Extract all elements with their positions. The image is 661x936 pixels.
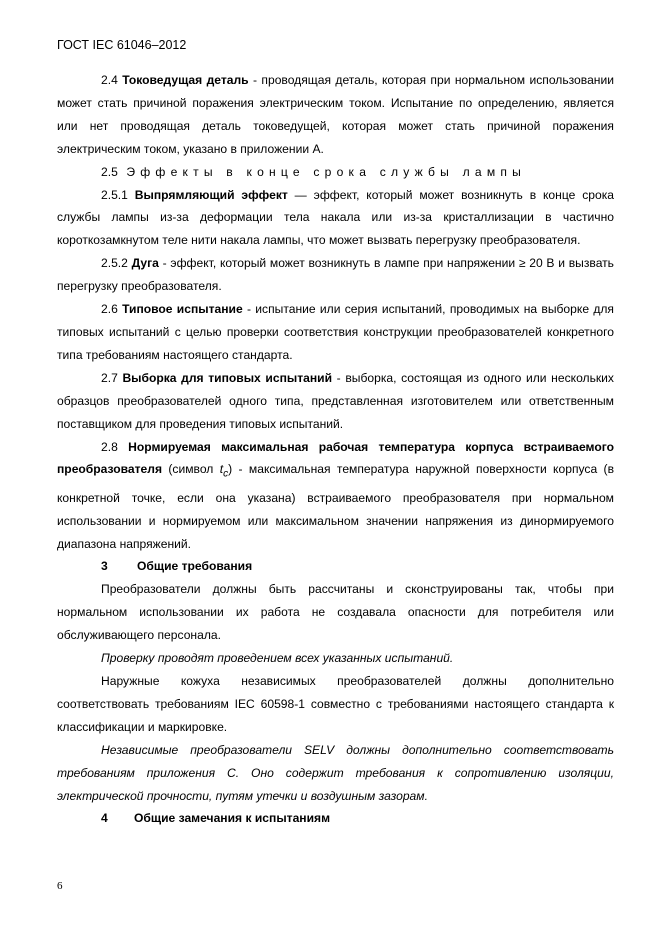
definition: - эффект, который может возникнуть в лампе при напряжении ≥ 20 В и вызвать перегрузку преобразователя.: [57, 256, 614, 294]
definition-part: ) - максимальная температура наружной поверхности корпуса (в конкретной точке, если она указана) встраиваемого преобразователя при нормальном использовании и нормируемом или максимальном значении напряжения из динормируемого диапазона напряжений.: [57, 462, 614, 551]
definition: - выборка, состоящая из одного или нескольких образцов преобразователей одного типа, представленная изготовителем или ответственным поставщиком для проведения типовых испытаний.: [57, 370, 614, 431]
section-title: Общие замечания к испытаниям: [134, 811, 331, 826]
definition: — эффект, который может возникнуть в конце срока службы лампы из-за деформации тела накала или из-за кристаллизации в частично короткозамкнутом теле нити накала лампы, что может вызвать перегрузку преобразователя.: [57, 187, 614, 248]
section-3-heading: [57, 555, 614, 578]
section-4-heading: [57, 807, 614, 830]
page-number: 6: [57, 880, 63, 892]
section-3-paragraph-3: Наружные кожуха независимых преобразователей должны дополнительно соответствовать требованиям IEC 60598-1 совместно с требованиями настоящего стандарта к классификации и маркировке.: [57, 673, 614, 734]
clause-number: 2.7: [101, 370, 118, 385]
clause-number: 2.6: [101, 302, 118, 317]
definition: - проводящая деталь, которая при нормальном использовании может стать причиной поражения электрическим током. Испытание по определению, является или нет проводящая деталь токоведущей, которая может стать причиной поражения электрическим током, указано в приложении А.: [57, 73, 614, 156]
term: Дуга: [131, 256, 159, 271]
clause-number: 2.5.2: [101, 256, 128, 271]
document-header: ГОСТ IEC 61046–2012: [57, 38, 187, 52]
clause-2-8: [57, 436, 614, 556]
section-number: 3: [101, 559, 108, 574]
clause-title: Эффекты в конце срока службы лампы: [126, 164, 526, 179]
symbol-subscript: c: [223, 468, 229, 480]
symbol: t: [219, 462, 224, 477]
document-body: [57, 69, 614, 830]
clause-2-5-2: [57, 252, 614, 298]
definition-part: (символ: [162, 462, 220, 477]
section-number: 4: [101, 811, 108, 826]
clause-2-5: [57, 161, 614, 184]
clause-number: 2.5.1: [101, 187, 128, 202]
clause-number: 2.8: [101, 439, 118, 454]
section-3-paragraph-2: Проверку проводят проведением всех указанных испытаний.: [101, 651, 454, 666]
clause-2-6: [57, 298, 614, 367]
term: Выпрямляющий эффект: [134, 187, 288, 202]
clause-2-5-1: [57, 184, 614, 253]
clause-2-4: [57, 69, 614, 161]
clause-number: 2.5: [101, 164, 118, 179]
section-3-paragraph-1: Преобразователи должны быть рассчитаны и сконструированы так, чтобы при нормальном использовании их работа не создавала опасности для потребителя или обслуживающего персонала.: [57, 582, 614, 643]
section-title: Общие требования: [137, 559, 253, 574]
term: Выборка для типовых испытаний: [122, 370, 333, 385]
term: Типовое испытание: [122, 302, 243, 317]
clause-2-7: [57, 367, 614, 436]
section-3-paragraph-4: Независимые преобразователи SELV должны дополнительно соответствовать требованиям приложения С. Оно содержит требования к сопротивлению изоляции, электрической прочности, путям утечки и воздушным зазорам.: [57, 742, 614, 803]
term: Нормируемая максимальная рабочая температура корпуса встраиваемого преобразователя: [57, 439, 614, 477]
definition: - испытание или серия испытаний, проводимых на выборке для типовых испытаний с целью проверки соответствия конструкции преобразователей конкретного типа требованиям настоящего стандарта.: [57, 302, 614, 362]
clause-number: 2.4: [101, 73, 118, 87]
term: Токоведущая деталь: [122, 73, 249, 87]
